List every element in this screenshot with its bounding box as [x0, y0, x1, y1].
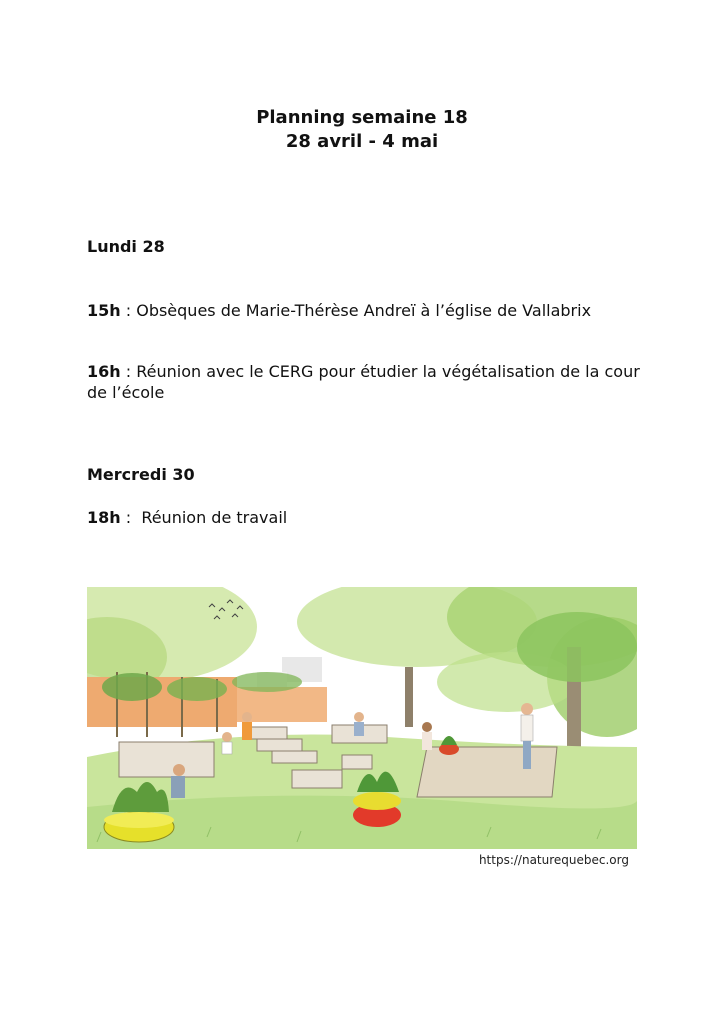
entry-time: 18h	[87, 508, 121, 527]
entry-separator: :	[120, 362, 137, 381]
entry-separator: :	[120, 508, 142, 527]
schedule-entry	[87, 361, 647, 403]
schedule-entry	[87, 300, 647, 321]
day-heading-monday: Lundi 28	[87, 237, 165, 256]
entry-time: 15h	[87, 301, 121, 320]
image-credit-link[interactable]: https://naturequebec.org	[478, 853, 629, 867]
entry-text: Réunion avec le CERG pour étudier la végétalisation de la cour de l’école	[87, 362, 640, 402]
watercolor-garden-drawing	[87, 587, 637, 849]
title-dates: 28 avril - 4 mai	[285, 131, 439, 152]
page-title	[0, 106, 724, 154]
entry-text: Réunion de travail	[141, 508, 288, 527]
entry-separator: :	[120, 301, 137, 320]
schoolyard-garden-illustration	[87, 587, 637, 849]
entry-time: 16h	[87, 362, 121, 381]
title-week: Planning semaine 18	[256, 107, 468, 128]
day-heading-wednesday: Mercredi 30	[87, 465, 195, 484]
schedule-entry	[87, 507, 647, 528]
entry-text: Obsèques de Marie-Thérèse Andreï à l’église de Vallabrix	[136, 301, 592, 320]
